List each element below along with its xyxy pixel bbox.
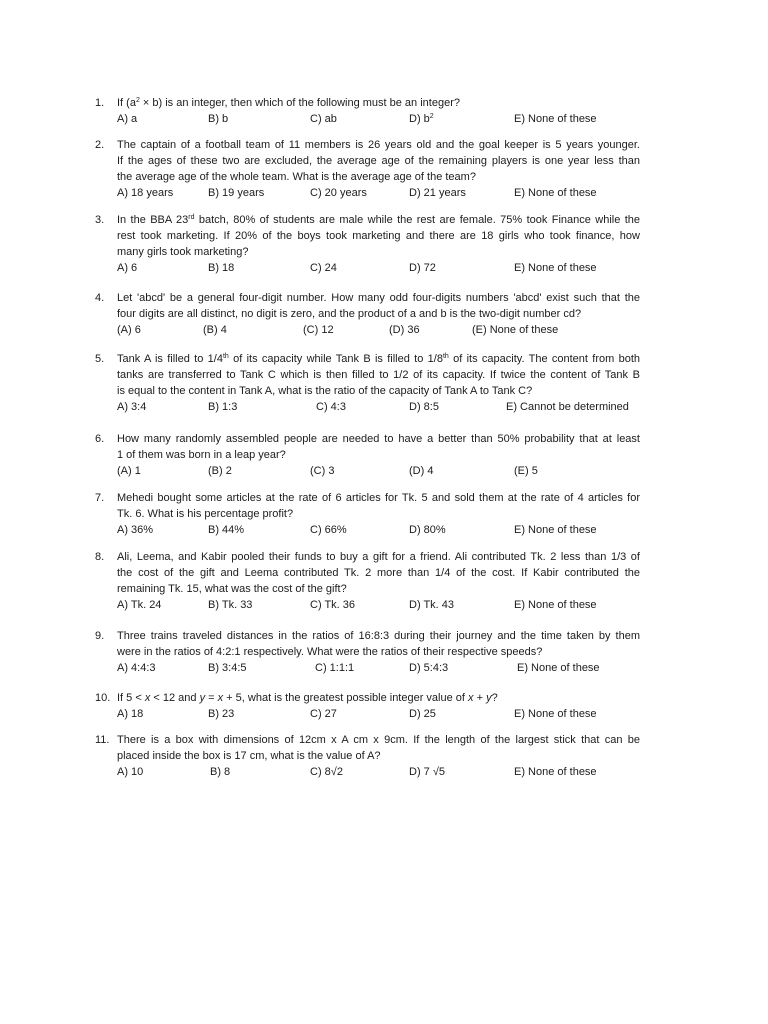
text-run: many girls took marketing? [117, 246, 249, 258]
text-run: B) 44% [208, 524, 245, 536]
question-text-line [117, 137, 640, 153]
answer-option [303, 322, 334, 338]
answer-option [117, 185, 173, 201]
superscript: rd [188, 214, 195, 221]
question-text-line [117, 351, 640, 367]
text-run: B) 23 [208, 708, 235, 720]
text-run: C) ab [310, 113, 337, 125]
answer-option [514, 260, 597, 276]
question-text-line [117, 95, 640, 111]
text-run: E) None of these [514, 524, 597, 536]
answer-option [210, 764, 230, 780]
text-run: Tk. 6. What is his percentage profit? [117, 508, 294, 520]
answer-option [310, 522, 347, 538]
answer-option [514, 111, 597, 127]
text-run: rest took marketing. If 20% of the boys took marketing and there are 18 girls who took finance, how [117, 230, 640, 242]
text-run: E) None of these [514, 187, 597, 199]
text-run: E) None of these [514, 766, 597, 778]
question-text-line [117, 506, 640, 522]
answer-option [409, 463, 433, 479]
text-run: (D) 36 [389, 324, 420, 336]
question-body [117, 137, 640, 201]
answer-options [117, 399, 640, 415]
question-number: 11. [95, 734, 110, 746]
question-text-line [117, 628, 640, 644]
text-run: D) 7 √5 [409, 766, 445, 778]
question-number: 5. [95, 353, 105, 365]
text-run: (B) 4 [203, 324, 227, 336]
text-run: of its capacity. The content from both [448, 353, 641, 365]
text-run: D) 5:4:3 [409, 662, 449, 674]
text-run: D) 80% [409, 524, 446, 536]
text-run: A) 3:4 [117, 401, 147, 413]
text-run: B) 8 [210, 766, 231, 778]
text-run: Ali, Leema, and Kabir pooled their funds to buy a gift for a friend. Ali contributed Tk. 2 less than 1/3 of [117, 551, 640, 563]
text-run: (A) 1 [117, 465, 141, 477]
text-run: D) 72 [409, 262, 436, 274]
question-text-line [117, 581, 640, 597]
answer-option [514, 597, 597, 613]
text-run: C) 20 years [310, 187, 367, 199]
answer-option [409, 185, 466, 201]
answer-options [117, 522, 640, 538]
question-body [117, 212, 640, 276]
question-number: 7. [95, 492, 105, 504]
answer-option [514, 463, 538, 479]
question-text-line [117, 228, 640, 244]
answer-options [117, 111, 640, 127]
answer-option [514, 522, 597, 538]
text-run: B) 3:4:5 [208, 662, 247, 674]
answer-option [117, 399, 146, 415]
question-number: 1. [95, 97, 105, 109]
answer-option [409, 660, 448, 676]
text-run: A) Tk. 24 [117, 599, 162, 611]
question-number: 2. [95, 139, 105, 151]
question-text-line [117, 447, 640, 463]
question-text-line [117, 244, 640, 260]
text-run: × b) is an integer, then which of the following must be an integer? [139, 97, 460, 109]
text-run: D) b [409, 113, 430, 125]
question-text-line [117, 290, 640, 306]
answer-option [203, 322, 227, 338]
text-run: placed inside the box is 17 cm, what is the value of A? [117, 750, 381, 762]
text-run: the average age of the whole team. What is the average age of the team? [117, 171, 476, 183]
question-number: 4. [95, 292, 105, 304]
text-run: B) Tk. 33 [208, 599, 253, 611]
answer-option [514, 185, 597, 201]
question-text-line [117, 549, 640, 565]
text-run: is equal to the content in Tank A, what is the ratio of the capacity of Tank A to Tank C? [117, 385, 533, 397]
question-body [117, 351, 640, 415]
answer-option [208, 260, 234, 276]
text-run: C) 66% [310, 524, 347, 536]
question-body [117, 690, 640, 722]
text-run: (D) 4 [409, 465, 434, 477]
math-variable: y [486, 692, 492, 704]
answer-options [117, 764, 640, 780]
text-run: In the BBA 23 [117, 214, 189, 226]
text-run: the cost of the gift and Leema contributed Tk. 2 more than 1/4 of the cost. If Kabir contributed the [117, 567, 640, 579]
text-run: Three trains traveled distances in the ratios of 16:8:3 during their journey and the time taken by them [117, 630, 640, 642]
answer-option [514, 764, 597, 780]
text-run: There is a box with dimensions of 12cm x A cm x 9cm. If the length of the largest stick that can be [117, 734, 640, 746]
text-run: Mehedi bought some articles at the rate of 6 articles for Tk. 5 and sold them at the rate of 4 articles for [117, 492, 640, 504]
text-run: four digits are all distinct, no digit is zero, and the product of a and b is the two-digit number cd? [117, 308, 582, 320]
math-variable: x [144, 692, 151, 704]
text-run: C) 27 [310, 708, 337, 720]
text-run: C) 24 [310, 262, 337, 274]
text-run: B) 19 years [208, 187, 265, 199]
text-run: (B) 2 [208, 465, 232, 477]
text-run: E) None of these [514, 708, 597, 720]
text-run: If the ages of these two are excluded, the average age of the remaining players is one year less than [117, 155, 640, 167]
question-text-line [117, 383, 640, 399]
text-run: C) 1:1:1 [315, 662, 355, 674]
answer-option [310, 185, 367, 201]
text-run: If 5 < [117, 692, 145, 704]
text-run: (C) 3 [310, 465, 335, 477]
text-run: + 5, what is the greatest possible integer value of [223, 692, 469, 704]
text-run: A) 6 [117, 262, 138, 274]
text-run: A) 18 years [117, 187, 174, 199]
text-run: A) 4:4:3 [117, 662, 156, 674]
answer-option [310, 463, 334, 479]
answer-option [310, 597, 355, 613]
text-run: Let 'abcd' be a general four-digit number. How many odd four-digits numbers 'abcd' exist such that the [117, 292, 640, 304]
answer-option [117, 764, 143, 780]
math-variable: y [199, 692, 206, 704]
answer-option [409, 597, 454, 613]
answer-option [208, 597, 252, 613]
answer-option [409, 260, 436, 276]
question-number: 9. [95, 630, 105, 642]
text-run: of its capacity while Tank B is filled to 1/8 [228, 353, 443, 365]
text-run: How many randomly assembled people are needed to have a better than 50% probability that at least [117, 433, 640, 445]
answer-option [117, 322, 141, 338]
question-text-line [117, 748, 640, 764]
text-run: Tank A is filled to 1/4 [117, 353, 223, 365]
question-text-line [117, 306, 640, 322]
text-run: The captain of a football team of 11 members is 26 years old and the goal keeper is 5 years younger. [117, 139, 640, 151]
text-run: A) 36% [117, 524, 154, 536]
answer-option [472, 322, 558, 338]
text-run: E) None of these [514, 113, 597, 125]
text-run: ? [491, 692, 498, 704]
answer-option [208, 706, 234, 722]
question-body [117, 628, 640, 676]
answer-option [117, 522, 153, 538]
answer-option [208, 185, 264, 201]
answer-option [208, 660, 247, 676]
answer-option [208, 522, 244, 538]
question-text-line [117, 490, 640, 506]
superscript: th [442, 353, 449, 360]
answer-option [117, 260, 137, 276]
text-run: E) None of these [514, 262, 597, 274]
text-run: D) Tk. 43 [409, 599, 455, 611]
text-run: B) 1:3 [208, 401, 238, 413]
answer-option [316, 399, 346, 415]
superscript: 2 [135, 97, 140, 104]
question-body [117, 732, 640, 780]
answer-options [117, 706, 640, 722]
text-run: 1 of them was born in a leap year? [117, 449, 286, 461]
answer-option [310, 260, 337, 276]
question-number: 3. [95, 214, 105, 226]
text-run: B) b [208, 113, 229, 125]
question-number: 6. [95, 433, 105, 445]
text-run: remaining Tk. 15, what was the cost of the gift? [117, 583, 347, 595]
answer-option [117, 111, 137, 127]
question-number: 10. [95, 692, 111, 704]
text-run: E) None of these [517, 662, 600, 674]
answer-option [389, 322, 420, 338]
text-run: batch, 80% of students are male while the rest are female. 75% took Finance while the [194, 214, 640, 226]
question-body [117, 490, 640, 538]
text-run: (C) 12 [303, 324, 334, 336]
text-run: E) Cannot be determined [506, 401, 629, 413]
answer-options [117, 597, 640, 613]
text-run: C) 4:3 [316, 401, 346, 413]
answer-option [208, 399, 237, 415]
question-text-line [117, 153, 640, 169]
answer-option [310, 764, 343, 780]
text-run: C) 8√2 [310, 766, 343, 778]
answer-option [117, 660, 156, 676]
answer-option [409, 111, 434, 127]
answer-option [117, 706, 143, 722]
question-text-line [117, 690, 640, 706]
answer-option [117, 463, 141, 479]
text-run: D) 25 [409, 708, 436, 720]
answer-option [310, 111, 337, 127]
answer-option [409, 706, 436, 722]
question-text-line [117, 169, 640, 185]
text-run: B) 18 [208, 262, 235, 274]
answer-option [409, 764, 445, 780]
answer-option [117, 597, 161, 613]
question-text-line [117, 367, 640, 383]
text-run: E) None of these [514, 599, 597, 611]
question-number: 8. [95, 551, 105, 563]
answer-options [117, 322, 640, 338]
question-body [117, 290, 640, 338]
math-variable: x [468, 692, 474, 704]
question-body [117, 549, 640, 613]
text-run: tanks are transferred to Tank C which is then filled to 1/2 of its capacity. If twice the content of Tank B [117, 369, 640, 381]
answer-option [208, 111, 228, 127]
text-run: < 12 and [150, 692, 200, 704]
text-run: D) 21 years [409, 187, 466, 199]
answer-option [506, 399, 629, 415]
question-text-line [117, 212, 640, 228]
question-text-line [117, 431, 640, 447]
answer-option [517, 660, 600, 676]
math-variable: x [217, 692, 224, 704]
text-run: A) a [117, 113, 138, 125]
question-text-line [117, 644, 640, 660]
superscript: 2 [429, 113, 434, 120]
superscript: th [222, 353, 229, 360]
text-run: (A) 6 [117, 324, 141, 336]
text-run: D) 8:5 [409, 401, 439, 413]
question-text-line [117, 565, 640, 581]
text-run: (E) None of these [472, 324, 559, 336]
question-body [117, 95, 640, 127]
answer-options [117, 260, 640, 276]
answer-option [514, 706, 597, 722]
answer-option [409, 522, 446, 538]
text-run: were in the ratios of 4:2:1 respectively. What were the ratios of their respective speeds? [117, 646, 543, 658]
text-run: A) 10 [117, 766, 144, 778]
text-run: = [205, 692, 218, 704]
text-run: + [473, 692, 487, 704]
text-run: If (a [117, 97, 136, 109]
text-run: A) 18 [117, 708, 144, 720]
text-run: C) Tk. 36 [310, 599, 356, 611]
answer-option [409, 399, 439, 415]
question-body [117, 431, 640, 479]
answer-option [208, 463, 232, 479]
answer-options [117, 463, 640, 479]
text-run: (E) 5 [514, 465, 538, 477]
question-text-line [117, 732, 640, 748]
answer-option [310, 706, 337, 722]
answer-options [117, 185, 640, 201]
answer-options [117, 660, 640, 676]
answer-option [315, 660, 354, 676]
